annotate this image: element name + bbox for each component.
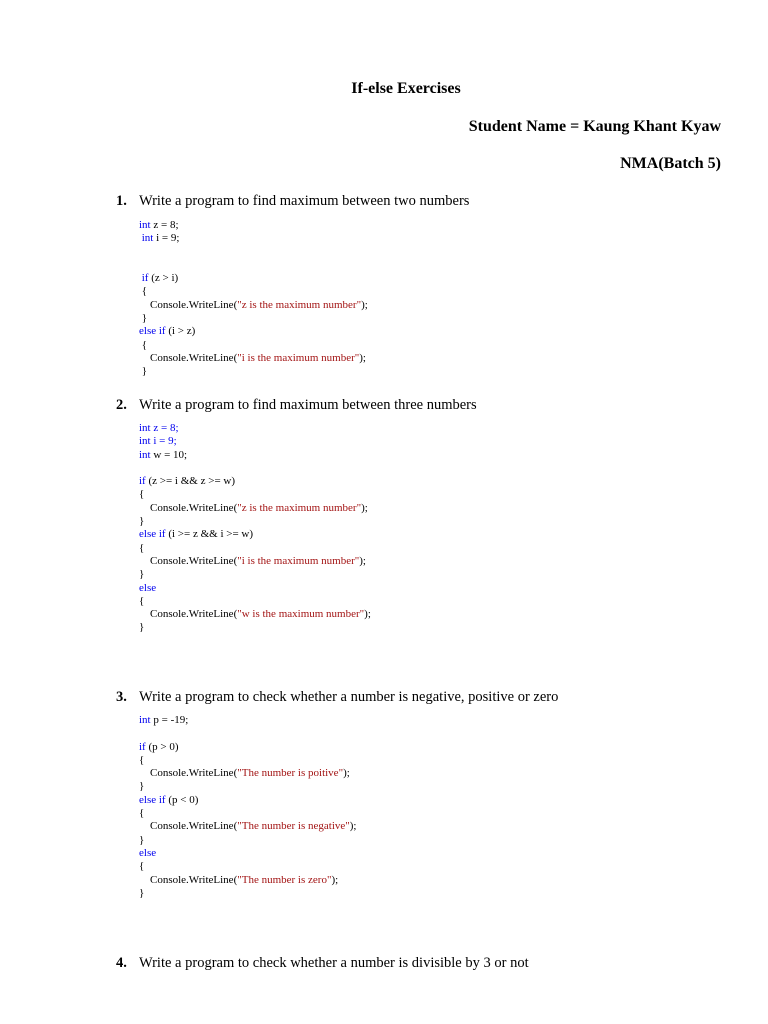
code-text: { <box>139 541 145 554</box>
code-keyword: if <box>139 740 146 753</box>
code-string: "z is the maximum number" <box>237 501 362 514</box>
code-line <box>139 741 357 754</box>
code-line <box>139 860 357 873</box>
code-keyword: int <box>139 714 151 726</box>
question-number: 1. <box>116 193 127 209</box>
code-text: { <box>139 860 145 873</box>
code-text: (p > 0) <box>145 740 179 753</box>
code-text: ); <box>361 298 368 311</box>
code-line <box>139 312 368 325</box>
code-line <box>139 422 371 435</box>
question-number: 2. <box>116 397 127 413</box>
code-keyword: else if <box>139 528 166 541</box>
code-line <box>139 542 371 555</box>
code-line <box>139 767 357 780</box>
code-text: { <box>139 807 145 820</box>
code-line <box>139 714 357 727</box>
code-text: } <box>139 886 145 899</box>
code-text: (i >= z && i >= w) <box>165 528 254 541</box>
code-line <box>139 555 371 568</box>
code-line <box>139 820 357 833</box>
question-number: 4. <box>116 955 127 971</box>
code-line <box>139 847 357 860</box>
code-text: { <box>139 594 145 607</box>
code-line <box>139 232 368 245</box>
code-line <box>139 285 368 298</box>
code-text: } <box>139 833 145 846</box>
code-text: ); <box>359 554 366 567</box>
code-text: (z > i) <box>148 272 179 285</box>
code-keyword: else <box>139 581 157 594</box>
code-text: Console.WriteLine( <box>139 873 238 886</box>
code-line <box>139 325 368 338</box>
code-line <box>139 794 357 807</box>
code-text: z = 8; <box>150 219 179 231</box>
code-text: Console.WriteLine( <box>139 554 238 567</box>
code-text: Console.WriteLine( <box>139 351 238 364</box>
code-text: ); <box>349 820 357 833</box>
code-line <box>139 502 371 515</box>
code-text: Console.WriteLine( <box>139 501 238 514</box>
code-line <box>139 874 357 887</box>
code-line <box>139 515 371 528</box>
code-line <box>139 780 357 793</box>
code-text: ); <box>364 608 371 621</box>
code-line <box>139 272 368 285</box>
code-text: { <box>139 753 145 766</box>
code-line <box>139 608 371 621</box>
question-text: Write a program to check whether a number is negative, positive or zero <box>139 689 559 705</box>
code-text: (p < 0) <box>165 793 199 806</box>
code-line <box>139 259 368 272</box>
code-text: } <box>139 568 145 581</box>
code-line <box>139 754 357 767</box>
code-text: Console.WriteLine( <box>139 820 238 833</box>
code-block-3 <box>139 714 357 900</box>
code-line <box>139 568 371 581</box>
code-line <box>139 352 368 365</box>
code-line <box>139 299 368 312</box>
code-keyword: int <box>141 232 154 245</box>
code-line <box>139 727 357 740</box>
question-text: Write a program to find maximum between three numbers <box>139 397 477 413</box>
code-keyword: int i = 9; <box>139 435 177 448</box>
code-text: { <box>139 338 148 351</box>
code-block-2 <box>139 422 371 635</box>
code-text: ); <box>359 351 366 364</box>
code-line <box>139 582 371 595</box>
code-line <box>139 488 371 501</box>
code-keyword: int <box>139 219 151 231</box>
code-text: (z >= i && z >= w) <box>145 475 236 488</box>
code-line <box>139 246 368 259</box>
question-4 <box>116 955 529 972</box>
code-text: } <box>139 312 148 325</box>
code-text: Console.WriteLine( <box>139 608 238 621</box>
code-string: "i is the maximum number" <box>237 351 360 364</box>
code-text: { <box>139 285 148 298</box>
question-text: Write a program to find maximum between two numbers <box>139 193 470 209</box>
code-line <box>139 219 368 232</box>
code-line <box>139 449 371 462</box>
question-text: Write a program to check whether a number is divisible by 3 or not <box>139 955 529 971</box>
code-keyword: int z = 8; <box>139 422 179 434</box>
question-number: 3. <box>116 689 127 705</box>
code-line <box>139 621 371 634</box>
code-string: "The number is poitive" <box>237 767 344 780</box>
code-text: w = 10; <box>150 448 188 461</box>
question-1 <box>116 193 469 210</box>
code-string: "z is the maximum number" <box>237 298 362 311</box>
code-line <box>139 475 371 488</box>
code-line <box>139 339 368 352</box>
code-line <box>139 807 357 820</box>
code-text: Console.WriteLine( <box>139 298 238 311</box>
code-keyword: else <box>139 846 157 859</box>
code-text: } <box>139 365 148 378</box>
code-line <box>139 365 368 378</box>
code-line <box>139 595 371 608</box>
code-text: (i > z) <box>165 325 196 338</box>
code-string: "The number is negative" <box>237 820 350 833</box>
code-string: "The number is zero" <box>237 873 332 886</box>
code-line <box>139 462 371 475</box>
question-2 <box>116 397 477 414</box>
question-3 <box>116 689 558 706</box>
code-text: i = 9; <box>153 232 180 245</box>
code-text: ); <box>343 767 350 780</box>
code-line <box>139 435 371 448</box>
code-text: p = -19; <box>150 714 189 726</box>
code-text: { <box>139 488 145 501</box>
code-text: } <box>139 780 145 793</box>
code-keyword: else if <box>139 325 166 338</box>
code-keyword: if <box>139 475 146 488</box>
code-text: ); <box>331 873 339 886</box>
code-text: } <box>139 621 145 634</box>
document-title: If-else Exercises <box>351 80 461 97</box>
code-keyword: else if <box>139 793 166 806</box>
code-line <box>139 528 371 541</box>
student-name: Student Name = Kaung Khant Kyaw <box>468 118 721 135</box>
code-string: "w is the maximum number" <box>237 608 365 621</box>
code-keyword: int <box>139 448 151 461</box>
code-string: "i is the maximum number" <box>237 554 360 567</box>
code-text: ); <box>361 501 368 514</box>
code-line <box>139 887 357 900</box>
code-text: Console.WriteLine( <box>139 767 238 780</box>
batch-label: NMA(Batch 5) <box>620 155 721 172</box>
code-keyword: if <box>141 272 149 285</box>
code-line <box>139 834 357 847</box>
code-text: } <box>139 515 145 528</box>
code-block-1 <box>139 219 368 379</box>
